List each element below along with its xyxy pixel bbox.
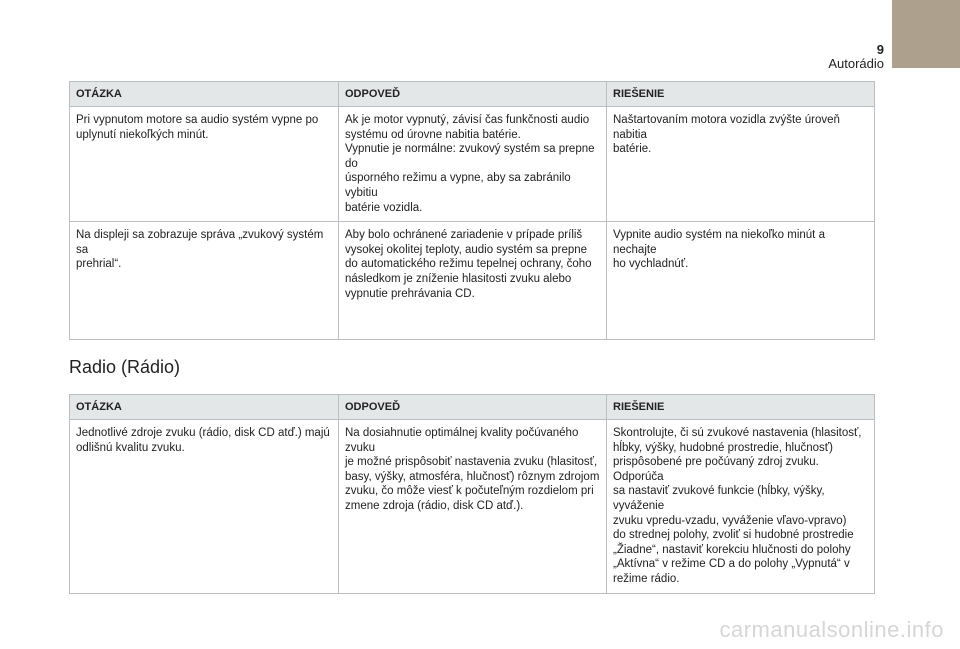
answer-text: Ak je motor vypnutý, závisí čas funkčnosti audio systému od úrovne nabitia batérie. Vypnutie je normálne: zvukový systém sa prepne do úsporného režimu a vypne, aby sa zabránilo vybitiu batérie vozidla. [345,114,595,214]
table-row [70,222,875,340]
solution-cell [607,107,875,222]
answer-cell [339,222,607,340]
solution-text: Skontrolujte, či sú zvukové nastavenia (hlasitosť, hĺbky, výšky, hudobné prostredie, hlučnosť) prispôsobené pre počúvaný zdroj zvuku. Odporúča sa nastaviť zvukové funkcie (hĺbky, výšky, vyváženie zvuku vpredu-vzadu, vyváženie vľavo-vpravo) do strednej polohy, zvoliť si hudobné prostredie „Žiadne“, nastaviť korekciu hlučnosti do polohy „Aktívna“ v režime CD a do polohy „Vypnutá“ v režime rádio. [613,427,862,585]
chapter-number: 9 [876,42,884,57]
question-cell [70,107,339,222]
solution-cell [607,222,875,340]
column-header-question: OTÁZKA [70,82,339,107]
column-header-solution: RIEŠENIE [607,395,875,420]
table-row [70,420,875,594]
question-text: Jednotlivé zdroje zvuku (rádio, disk CD atď.) majú odlišnú kvalitu zvuku. [76,427,330,454]
table-header-row [70,395,875,420]
solution-text: Vypnite audio systém na niekoľko minút a nechajte ho vychladnúť. [613,229,825,271]
solution-text: Naštartovaním motora vozidla zvýšte úroveň nabitia batérie. [613,114,840,156]
table-row [70,107,875,222]
column-header-answer: ODPOVEĎ [339,82,607,107]
troubleshooting-table-2 [69,394,875,594]
table-header-row [70,82,875,107]
answer-text: Aby bolo ochránené zariadenie v prípade príliš vysokej okolitej teploty, audio systém sa prepne do automatického režimu tepelnej ochrany, čoho následkom je zníženie hlasitosti zvuku alebo vypnutie prehrávania CD. [345,229,592,300]
answer-cell [339,420,607,594]
answer-cell [339,107,607,222]
column-header-solution: RIEŠENIE [607,82,875,107]
chapter-tab [892,0,960,68]
watermark: carmanualsonline.info [719,617,944,642]
solution-cell [607,420,875,594]
section-title: Radio (Rádio) [69,357,181,377]
column-header-answer: ODPOVEĎ [339,395,607,420]
question-cell [70,222,339,340]
question-cell [70,420,339,594]
answer-text: Na dosiahnutie optimálnej kvality počúvaného zvuku je možné prispôsobiť nastavenia zvuku (hlasitosť, basy, výšky, atmosféra, hlučnosť) rôznym zdrojom zvuku, čo môže viesť k počuteľným rozdielom pri zmene zdroja (rádio, disk CD atď.). [345,427,600,512]
question-text: Pri vypnutom motore sa audio systém vypne po uplynutí niekoľkých minút. [76,114,319,141]
chapter-title: Autorádio [828,56,884,71]
question-text: Na displeji sa zobrazuje správa „zvukový systém sa prehrial“. [76,229,324,271]
column-header-question: OTÁZKA [70,395,339,420]
troubleshooting-table-1 [69,81,875,340]
